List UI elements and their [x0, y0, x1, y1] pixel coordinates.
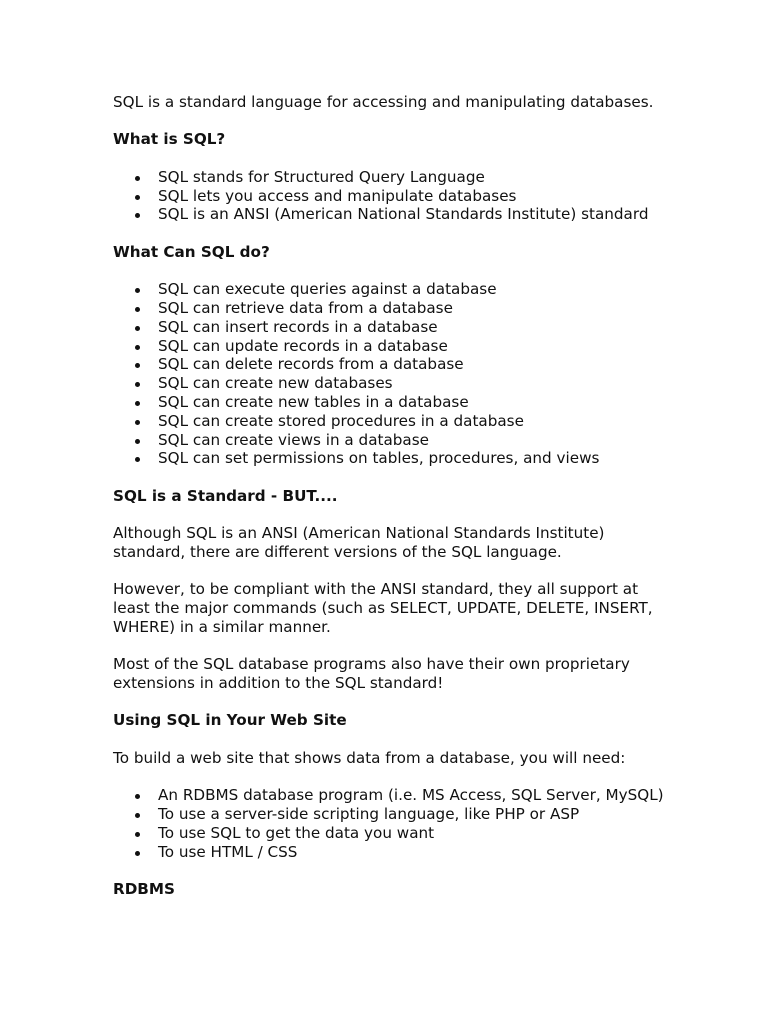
- bullet-icon: [135, 176, 140, 181]
- list-item-text: To use a server-side scripting language, like PHP or ASP: [158, 805, 580, 824]
- list-item: [113, 205, 673, 224]
- list-item: [113, 355, 673, 374]
- list-item: [113, 412, 673, 431]
- list-item: [113, 168, 673, 187]
- bullet-icon: [135, 851, 140, 856]
- list-item: [113, 431, 673, 450]
- list-item-text: SQL can insert records in a database: [158, 317, 438, 336]
- bullet-icon: [135, 213, 140, 218]
- list-item: [113, 843, 673, 862]
- list-item-text: SQL is an ANSI (American National Standards Institute) standard: [158, 205, 649, 224]
- intro-paragraph: SQL is a standard language for accessing and manipulating databases.: [113, 93, 654, 111]
- list-item: [113, 805, 673, 824]
- bullet-icon: [135, 457, 140, 462]
- list-item-text: SQL can create new tables in a database: [158, 392, 469, 411]
- standard-paragraph-1: Although SQL is an ANSI (American National Standards Institute) standard, there are different versions of the SQL language.: [113, 524, 605, 561]
- list-item: [113, 786, 673, 805]
- list-item: [113, 187, 673, 206]
- list-item-text: SQL can create new databases: [158, 374, 393, 393]
- bullet-icon: [135, 382, 140, 387]
- list-item: [113, 374, 673, 393]
- bullet-icon: [135, 832, 140, 837]
- standard-paragraph-3: Most of the SQL database programs also have their own proprietary extensions in addition to the SQL standard!: [113, 655, 630, 693]
- web-site-needs-list: [113, 786, 673, 861]
- bullet-icon: [135, 326, 140, 331]
- list-item-text: SQL can retrieve data from a database: [158, 298, 453, 317]
- list-item-text: An RDBMS database program (i.e. MS Access, SQL Server, MySQL): [158, 786, 664, 805]
- heading-what-is-sql: What is SQL?: [113, 130, 226, 149]
- list-item-text: SQL can delete records from a database: [158, 355, 464, 374]
- list-item: [113, 449, 673, 468]
- heading-rdbms: RDBMS: [113, 880, 175, 899]
- bullet-icon: [135, 307, 140, 312]
- bullet-icon: [135, 363, 140, 368]
- bullet-icon: [135, 345, 140, 350]
- list-item-text: SQL stands for Structured Query Language: [158, 167, 485, 186]
- bullet-icon: [135, 813, 140, 818]
- what-is-sql-list: [113, 168, 673, 224]
- list-item: [113, 318, 673, 337]
- list-item: [113, 337, 673, 356]
- bullet-icon: [135, 401, 140, 406]
- list-item-text: To use HTML / CSS: [158, 842, 298, 861]
- list-item-text: SQL can set permissions on tables, procedures, and views: [158, 449, 600, 468]
- bullet-icon: [135, 794, 140, 799]
- heading-sql-is-a-standard: SQL is a Standard - BUT....: [113, 486, 338, 505]
- list-item: [113, 280, 673, 299]
- document-page: [113, 93, 673, 917]
- list-item: [113, 393, 673, 412]
- list-item-text: SQL can execute queries against a database: [158, 280, 497, 299]
- heading-what-can-sql-do: What Can SQL do?: [113, 242, 270, 261]
- what-can-sql-do-list: [113, 280, 673, 468]
- heading-using-sql-web-site: Using SQL in Your Web Site: [113, 711, 347, 730]
- list-item: [113, 824, 673, 843]
- bullet-icon: [135, 195, 140, 200]
- list-item-text: To use SQL to get the data you want: [158, 823, 435, 842]
- list-item-text: SQL can update records in a database: [158, 336, 448, 355]
- bullet-icon: [135, 439, 140, 444]
- list-item: [113, 299, 673, 318]
- bullet-icon: [135, 288, 140, 293]
- web-site-intro: To build a web site that shows data from a database, you will need:: [113, 748, 626, 767]
- standard-paragraph-2: However, to be compliant with the ANSI standard, they all support at least the major commands (such as SELECT, UPDATE, DELETE, INSERT, WHERE) in a similar manner.: [113, 580, 653, 636]
- list-item-text: SQL lets you access and manipulate databases: [158, 186, 517, 205]
- bullet-icon: [135, 420, 140, 425]
- list-item-text: SQL can create stored procedures in a database: [158, 411, 524, 430]
- list-item-text: SQL can create views in a database: [158, 430, 429, 449]
